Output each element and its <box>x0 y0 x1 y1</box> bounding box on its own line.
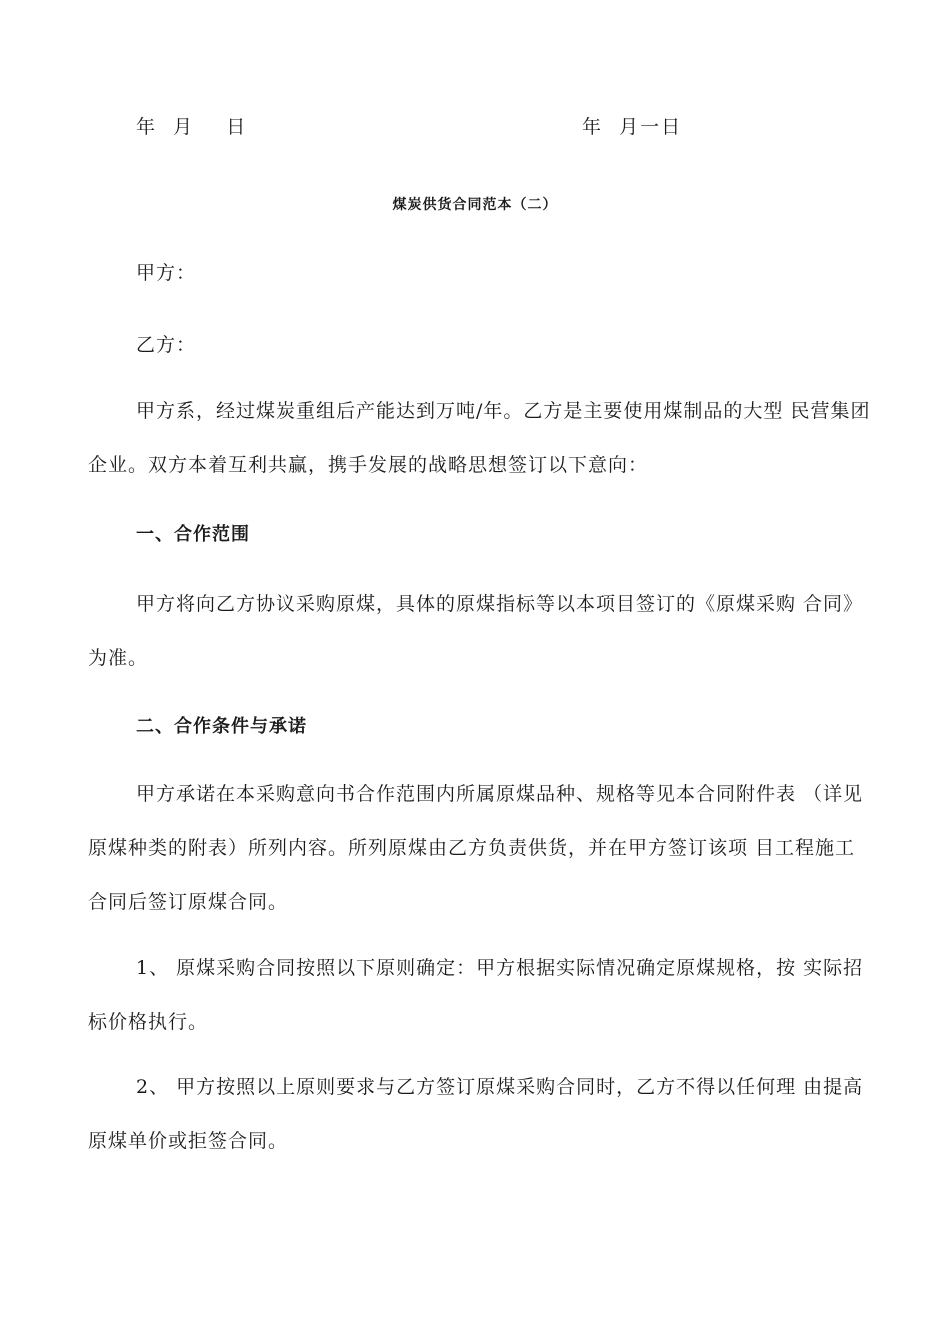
section2-paragraph: 甲方承诺在本采购意向书合作范围内所属原煤品种、规格等见本合同附件表 （详见原煤种类的附表）所列内容。所列原煤由乙方负责供货，并在甲方签订该项 目工程施工合同后签订原煤合同。 <box>88 783 864 913</box>
intro-paragraph: 甲方系，经过煤炭重组后产能达到万吨/年。乙方是主要使用煤制品的大型 民营集团企业。双方本着互利共赢，携手发展的战略思想签订以下意向： <box>88 400 871 476</box>
section1-paragraph: 甲方将向乙方协议采购原煤，具体的原煤指标等以本项目签订的《原煤采购 合同》为准。 <box>88 593 864 669</box>
date-left: 年 月 日 <box>136 116 248 138</box>
date-right: 年 月一日 <box>582 116 683 138</box>
party-b-label: 乙方： <box>136 334 197 356</box>
clause-2-paragraph: 2、 甲方按照以上原则要求与乙方签订原煤采购合同时，乙方不得以任何理 由提高原煤单价或拒签合同。 <box>88 1076 864 1152</box>
party-a-label: 甲方： <box>136 262 197 284</box>
section1-heading: 一、合作范围 <box>136 524 250 545</box>
section2-heading: 二、合作条件与承诺 <box>136 716 307 737</box>
clause-1-paragraph: 1、 原煤采购合同按照以下原则确定：甲方根据实际情况确定原煤规格，按 实际招标价格执行。 <box>88 957 864 1033</box>
document-title: 煤炭供货合同范本（二） <box>392 197 558 213</box>
